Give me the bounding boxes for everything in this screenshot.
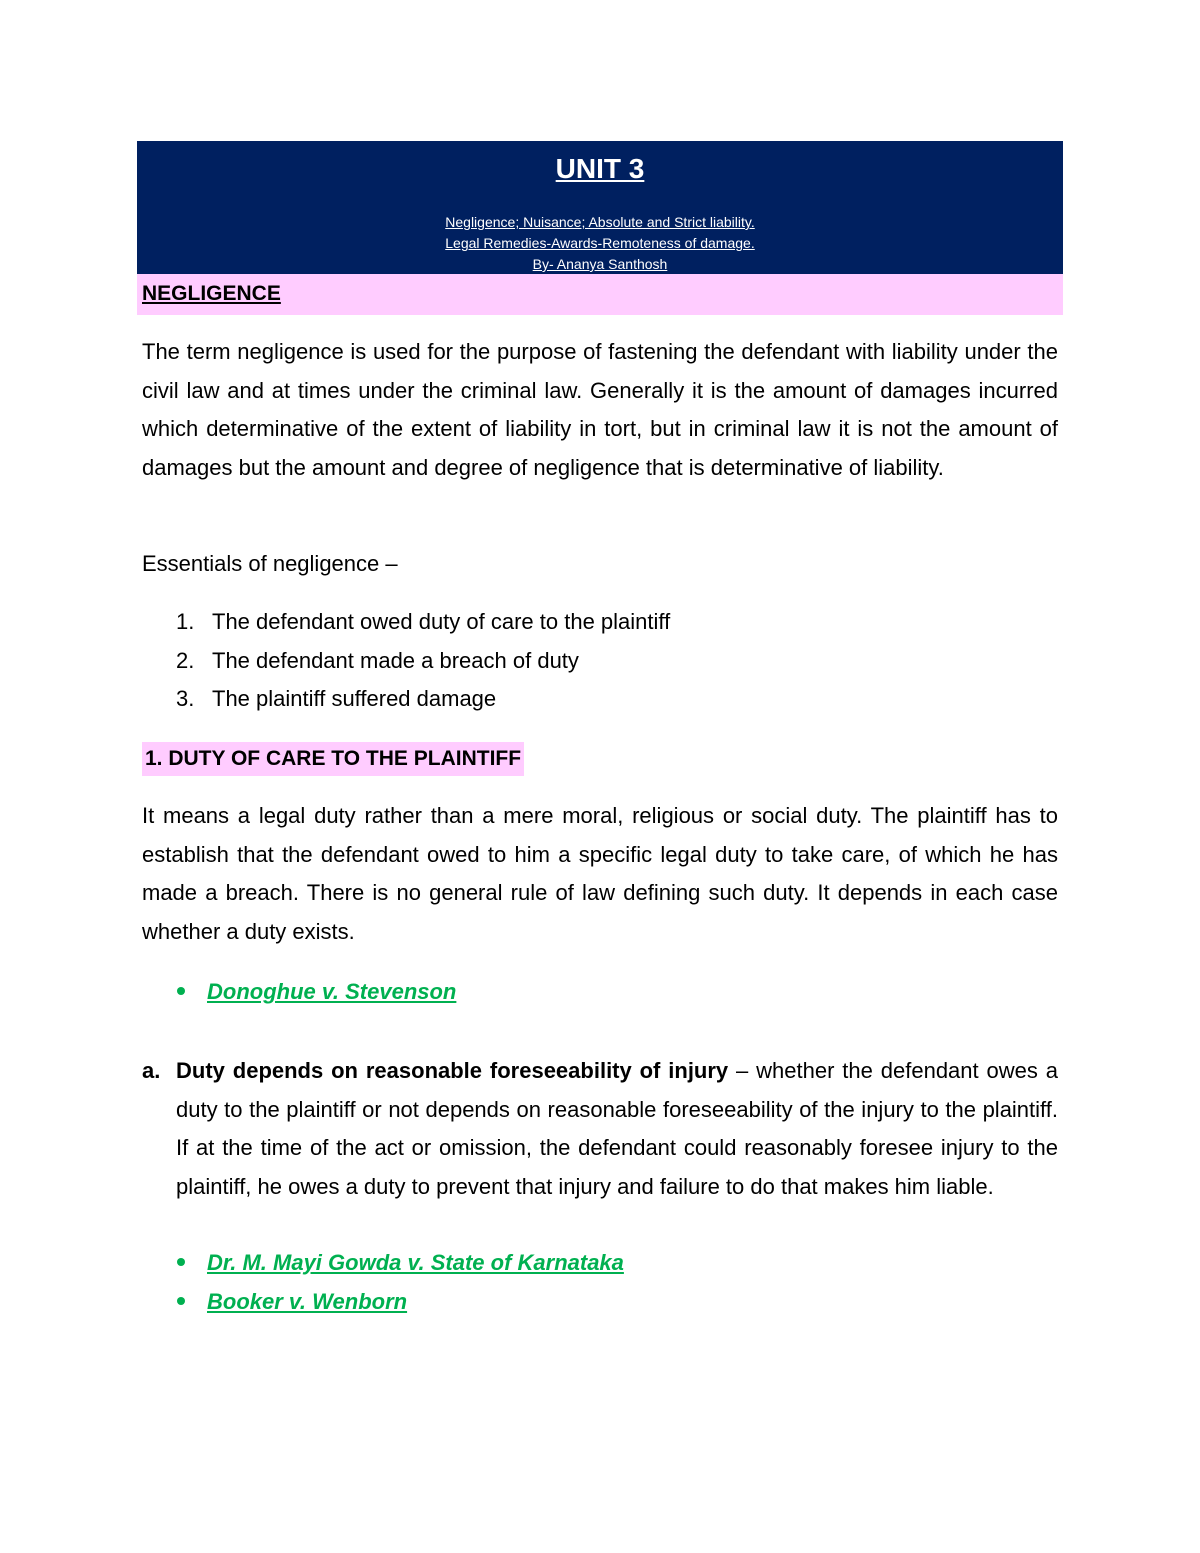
case-item (174, 1248, 624, 1278)
bullet-icon (177, 987, 185, 995)
case-booker: Booker v. Wenborn (207, 1289, 408, 1314)
case-item (174, 1287, 407, 1317)
subtitle-topics: Negligence; Nuisance; Absolute and Strict liability. (445, 214, 755, 230)
negligence-heading-band (137, 274, 1063, 315)
author-line: By- Ananya Santhosh (532, 256, 668, 272)
unit-title: UNIT 3 (555, 153, 645, 184)
intro-paragraph: The term negligence is used for the purpose of fastening the defendant with liability under the civil law and at times under the criminal law. Generally it is the amount of damages incurred which determinative of the extent of liability in tort, but in criminal law it is not the amount of damages but the amount and degree of negligence that is determinative of liability. (142, 339, 1058, 481)
essential-item (176, 607, 670, 637)
sub-point-text: – whether the defendant owes a duty to the plaintiff or not depends on reasonable foreseeability of the injury to the plaintiff. If at the time of the act or omission, the defendant could reasonably foresee injury to the plaintiff, he owes a duty to prevent that injury and failure to do that makes him liable. (176, 1058, 1058, 1200)
bullet-icon (177, 1258, 185, 1266)
sub-point-body (176, 1052, 1058, 1207)
duty-paragraph: It means a legal duty rather than a mere moral, religious or social duty. The plaintiff has to establish that the defendant owed to him a specific legal duty to take care, of which he has made a breach. There is no general rule of law defining such duty. It depends in each case whether a duty exists. (142, 803, 1058, 945)
bullet-icon (177, 1297, 185, 1305)
sub-point-lead: Duty depends on reasonable foreseeability of injury (176, 1058, 729, 1083)
case-item (174, 977, 456, 1007)
case-mayi-gowda: Dr. M. Mayi Gowda v. State of Karnataka (207, 1250, 624, 1275)
case-donoghue: Donoghue v. Stevenson (207, 979, 457, 1004)
essential-number: 2. (176, 648, 195, 673)
title-banner (137, 141, 1063, 274)
sub-point-a (142, 1052, 1058, 1207)
essential-number: 3. (176, 686, 195, 711)
duty-of-care-heading: 1. DUTY OF CARE TO THE PLAINTIFF (142, 742, 524, 776)
sub-point-letter: a. (142, 1058, 161, 1083)
essential-text: The defendant made a breach of duty (212, 648, 579, 673)
essential-number: 1. (176, 609, 195, 634)
essential-text: The plaintiff suffered damage (212, 686, 497, 711)
negligence-heading: NEGLIGENCE (142, 282, 281, 305)
subtitle-remedies: Legal Remedies-Awards-Remoteness of damage. (445, 235, 755, 251)
essential-text: The defendant owed duty of care to the plaintiff (212, 609, 671, 634)
essentials-label: Essentials of negligence – (142, 551, 398, 576)
essential-item (176, 684, 496, 714)
essential-item (176, 646, 579, 676)
